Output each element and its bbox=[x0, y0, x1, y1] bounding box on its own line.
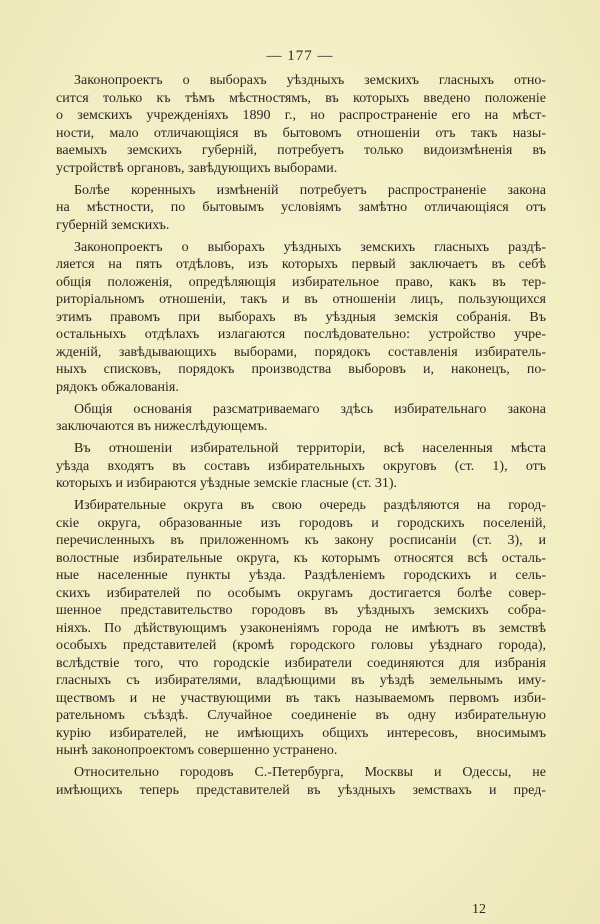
text-line: нынѣ законопроектомъ совершенно устранено. bbox=[56, 743, 338, 758]
paragraph bbox=[56, 401, 546, 436]
text-line: шенное представительство городовъ въ уѣздныхъ земскихъ собра- bbox=[56, 603, 546, 618]
text-line: волостные избирательные округа, къ которымъ относятся всѣ осталь- bbox=[56, 550, 546, 566]
page-number: — 177 — bbox=[266, 48, 334, 64]
paragraph bbox=[56, 440, 546, 493]
text-line: общія положенія, опредѣляющія избирательное право, какъ въ тер- bbox=[56, 274, 546, 290]
text-line: Избирательные округа въ свою очередь раздѣляются на город- bbox=[74, 498, 546, 513]
document-body bbox=[56, 72, 546, 804]
text-line: перечисленныхъ въ приложенномъ къ закону росписаніи (ст. 3), и bbox=[56, 533, 546, 548]
text-line: ныхъ списковъ, порядокъ производства выборовъ и, наконецъ, по- bbox=[56, 362, 546, 377]
paragraph bbox=[56, 182, 546, 235]
text-line: сится только къ тѣмъ мѣстностямъ, въ которыхъ введено положеніе bbox=[56, 90, 546, 106]
text-line: Болѣе коренныхъ измѣненій потребуетъ распространеніе закона bbox=[74, 182, 546, 198]
paragraph bbox=[56, 72, 546, 177]
text-line: ваемыхъ земскихъ губерній, потребуетъ только видоизмѣненія въ bbox=[56, 143, 546, 158]
text-line: особыхъ представителей (кромѣ городского головы уѣзднаго города), bbox=[56, 638, 546, 653]
text-line: Общія основанія разсматриваемаго здѣсь избирательнаго закона bbox=[74, 401, 546, 417]
text-line: ніяхъ. По дѣйствующимъ узаконеніямъ города не имѣютъ въ земствѣ bbox=[56, 620, 546, 636]
text-line: скихъ избирателей по особымъ округамъ достигается болѣе совер- bbox=[56, 585, 546, 601]
text-line: которыхъ и избираются уѣздные земскіе гласные (ст. 31). bbox=[56, 476, 398, 491]
text-line: скіе округа, образованные изъ городовъ и городскихъ поселеній, bbox=[56, 515, 546, 531]
text-line: жденій, завѣдывающихъ выборами, порядокъ составленія избиратель- bbox=[56, 344, 546, 360]
text-line: ные населенные пункты уѣзда. Раздѣленіемъ городскихъ и сель- bbox=[56, 568, 546, 583]
text-line: вслѣдствіе того, что городскіе избиратели соединяются для избранія bbox=[56, 655, 546, 671]
text-line: Законопроектъ о выборахъ уѣздныхъ земскихъ гласныхъ раздѣ- bbox=[74, 239, 546, 255]
text-line: Въ отношеніи избирательной территоріи, всѣ населенныя мѣста bbox=[74, 441, 546, 456]
text-line: ляется на пять отдѣловъ, изъ которыхъ первый заключаетъ въ себѣ bbox=[56, 257, 546, 272]
paragraph bbox=[56, 239, 546, 397]
text-line: гласныхъ съ избирателями, владѣющими въ уѣздѣ земельнымъ иму- bbox=[56, 673, 546, 688]
text-line: имѣющихъ теперь представителей въ уѣздныхъ земствахъ и пред- bbox=[56, 782, 546, 798]
text-line: на мѣстности, по бытовымъ условіямъ замѣтно отличающіяся отъ bbox=[56, 200, 546, 215]
text-line: Относительно городовъ С.-Петербурга, Москвы и Одессы, не bbox=[74, 765, 546, 780]
text-line: ществомъ и не участвующими въ такъ называемомъ первомъ изби- bbox=[56, 690, 546, 706]
text-line: риторіальномъ отношеніи, такъ и въ отношеніи лицъ, пользующихся bbox=[56, 292, 546, 307]
text-line: устройствѣ органовъ, завѣдующихъ выборами. bbox=[56, 160, 338, 176]
text-line: о земскихъ учрежденіяхъ 1890 г., но распространеніе его на мѣст- bbox=[56, 108, 546, 123]
paragraph bbox=[56, 497, 546, 760]
text-line: заключаются въ нижеслѣдующемъ. bbox=[56, 419, 268, 434]
text-line: ности, мало отличающіяся въ бытовомъ отношеніи отъ такъ назы- bbox=[56, 125, 546, 141]
text-line: курію избирателей, не имѣющихъ общихъ интересовъ, вносимымъ bbox=[56, 725, 546, 741]
text-line: этимъ правомъ при выборахъ въ уѣздныя земскія собранія. Въ bbox=[56, 309, 546, 325]
text-line: рядокъ обжалованія. bbox=[56, 379, 179, 395]
text-line: рательномъ съѣздѣ. Случайное соединеніе въ одну избирательную bbox=[56, 708, 546, 723]
signature-mark: 12 bbox=[472, 902, 486, 917]
text-line: Законопроектъ о выборахъ уѣздныхъ земскихъ гласныхъ отно- bbox=[74, 73, 546, 88]
text-line: уѣзда входятъ въ составъ избирательныхъ округовъ (ст. 1), отъ bbox=[56, 458, 546, 474]
text-line: губерній земскихъ. bbox=[56, 217, 170, 233]
text-line: остальныхъ отдѣлахъ излагаются послѣдовательно: устройство учре- bbox=[56, 327, 546, 342]
paragraph bbox=[56, 764, 546, 799]
